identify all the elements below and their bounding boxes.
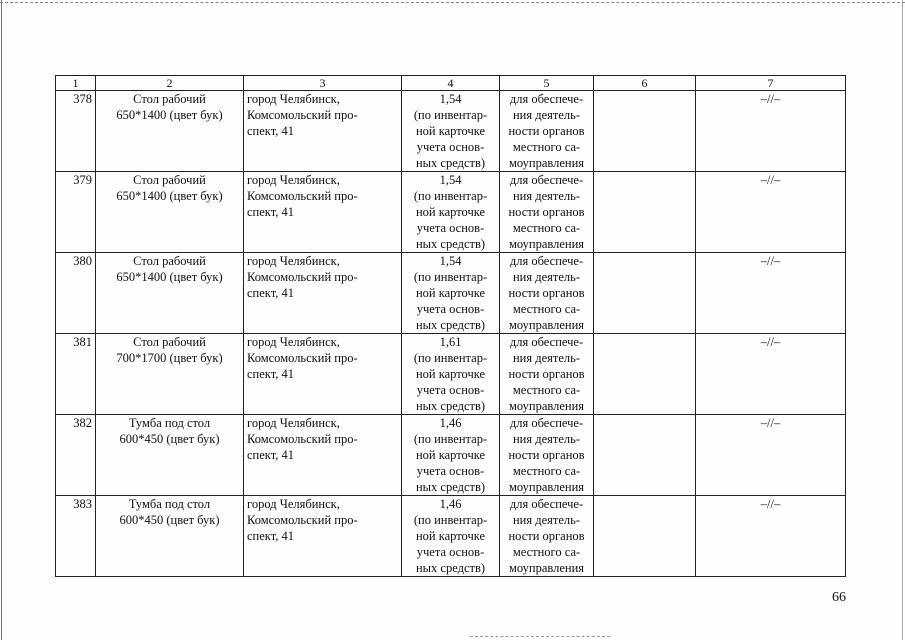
value-cell-line: учета основ- bbox=[416, 302, 485, 316]
column-6-cell bbox=[594, 253, 696, 334]
scan-edge-right bbox=[902, 0, 903, 640]
row-number-cell: 383 bbox=[56, 496, 96, 577]
table-body bbox=[56, 91, 846, 577]
address-cell-line: Комсомольский про- bbox=[247, 108, 358, 122]
purpose-cell-line: местного са- bbox=[512, 383, 581, 397]
row-number-cell: 379 bbox=[56, 172, 96, 253]
row-number-cell: 380 bbox=[56, 253, 96, 334]
address-cell-line: город Челябинск, bbox=[247, 497, 340, 511]
value-cell-line: 1,46 bbox=[439, 497, 462, 511]
page-number: 66 bbox=[832, 590, 846, 605]
item-name-cell bbox=[96, 415, 244, 496]
address-cell-line: город Челябинск, bbox=[247, 92, 340, 106]
header-col-3: 3 bbox=[244, 76, 402, 91]
purpose-cell-line: местного са- bbox=[512, 464, 581, 478]
purpose-cell-line: ности органов bbox=[508, 286, 585, 300]
value-cell-line: учета основ- bbox=[416, 545, 485, 559]
header-col-1: 1 bbox=[56, 76, 96, 91]
item-name-cell-line: Тумба под стол bbox=[128, 416, 211, 430]
value-cell-line: 1,46 bbox=[439, 416, 462, 430]
value-cell-line: ных средств) bbox=[415, 561, 486, 575]
header-col-5: 5 bbox=[500, 76, 594, 91]
purpose-cell-line: ния деятель- bbox=[512, 108, 581, 122]
column-6-cell bbox=[594, 172, 696, 253]
address-cell-line: город Челябинск, bbox=[247, 173, 340, 187]
value-cell-line: ной карточке bbox=[415, 448, 486, 462]
table-header-row bbox=[56, 76, 846, 91]
note-cell: –//– bbox=[696, 91, 846, 172]
value-cell-line: ной карточке bbox=[415, 124, 486, 138]
purpose-cell-line: моуправления bbox=[508, 399, 585, 413]
address-cell-line: Комсомольский про- bbox=[247, 189, 358, 203]
item-name-cell-line: Стол рабочий bbox=[133, 173, 206, 187]
value-cell-line: ных средств) bbox=[415, 237, 486, 251]
value-cell bbox=[402, 172, 500, 253]
address-cell bbox=[244, 334, 402, 415]
table-row bbox=[56, 91, 846, 172]
value-cell-line: 1,54 bbox=[439, 92, 462, 106]
item-name-cell-line: 650*1400 (цвет бук) bbox=[116, 108, 223, 122]
value-cell-line: ной карточке bbox=[415, 205, 486, 219]
purpose-cell-line: ности органов bbox=[508, 205, 585, 219]
item-name-cell-line: 650*1400 (цвет бук) bbox=[116, 189, 223, 203]
table-row bbox=[56, 496, 846, 577]
note-cell: –//– bbox=[696, 415, 846, 496]
table-row bbox=[56, 334, 846, 415]
scan-edge-bottom bbox=[470, 636, 610, 637]
purpose-cell bbox=[500, 91, 594, 172]
address-cell-line: спект, 41 bbox=[247, 205, 294, 219]
item-name-cell-line: Тумба под стол bbox=[128, 497, 211, 511]
header-col-7: 7 bbox=[696, 76, 846, 91]
value-cell-line: учета основ- bbox=[416, 464, 485, 478]
header-col-2: 2 bbox=[96, 76, 244, 91]
address-cell-line: город Челябинск, bbox=[247, 335, 340, 349]
table-row bbox=[56, 172, 846, 253]
item-name-cell-line: 600*450 (цвет бук) bbox=[119, 432, 220, 446]
column-6-cell bbox=[594, 334, 696, 415]
value-cell-line: (по инвентар- bbox=[413, 513, 488, 527]
value-cell-line: 1,61 bbox=[439, 335, 462, 349]
table-row bbox=[56, 415, 846, 496]
address-cell-line: спект, 41 bbox=[247, 529, 294, 543]
header-col-6: 6 bbox=[594, 76, 696, 91]
value-cell bbox=[402, 334, 500, 415]
column-6-cell bbox=[594, 415, 696, 496]
purpose-cell-line: моуправления bbox=[508, 156, 585, 170]
value-cell-line: учета основ- bbox=[416, 383, 485, 397]
purpose-cell-line: ния деятель- bbox=[512, 189, 581, 203]
address-cell bbox=[244, 91, 402, 172]
item-name-cell bbox=[96, 253, 244, 334]
address-cell-line: Комсомольский про- bbox=[247, 513, 358, 527]
address-cell bbox=[244, 253, 402, 334]
purpose-cell bbox=[500, 172, 594, 253]
purpose-cell-line: для обеспече- bbox=[509, 173, 584, 187]
address-cell bbox=[244, 172, 402, 253]
value-cell-line: ных средств) bbox=[415, 318, 486, 332]
purpose-cell bbox=[500, 415, 594, 496]
item-name-cell-line: 600*450 (цвет бук) bbox=[119, 513, 220, 527]
value-cell-line: (по инвентар- bbox=[413, 270, 488, 284]
address-cell bbox=[244, 415, 402, 496]
value-cell-line: (по инвентар- bbox=[413, 108, 488, 122]
address-cell-line: спект, 41 bbox=[247, 124, 294, 138]
header-col-4: 4 bbox=[402, 76, 500, 91]
row-number-cell: 378 bbox=[56, 91, 96, 172]
column-6-cell bbox=[594, 91, 696, 172]
note-cell: –//– bbox=[696, 172, 846, 253]
value-cell-line: ной карточке bbox=[415, 286, 486, 300]
value-cell-line: (по инвентар- bbox=[413, 432, 488, 446]
value-cell-line: 1,54 bbox=[439, 173, 462, 187]
note-cell: –//– bbox=[696, 496, 846, 577]
address-cell-line: город Челябинск, bbox=[247, 254, 340, 268]
item-name-cell bbox=[96, 496, 244, 577]
purpose-cell-line: ния деятель- bbox=[512, 270, 581, 284]
address-cell-line: спект, 41 bbox=[247, 367, 294, 381]
item-name-cell bbox=[96, 172, 244, 253]
value-cell-line: ных средств) bbox=[415, 156, 486, 170]
purpose-cell-line: для обеспече- bbox=[509, 416, 584, 430]
value-cell bbox=[402, 415, 500, 496]
purpose-cell-line: ния деятель- bbox=[512, 513, 581, 527]
purpose-cell-line: для обеспече- bbox=[509, 92, 584, 106]
address-cell-line: Комсомольский про- bbox=[247, 270, 358, 284]
address-cell-line: Комсомольский про- bbox=[247, 351, 358, 365]
value-cell-line: ной карточке bbox=[415, 529, 486, 543]
inventory-table bbox=[55, 75, 846, 577]
value-cell-line: ной карточке bbox=[415, 367, 486, 381]
purpose-cell-line: местного са- bbox=[512, 545, 581, 559]
purpose-cell-line: ния деятель- bbox=[512, 351, 581, 365]
column-6-cell bbox=[594, 496, 696, 577]
item-name-cell-line: Стол рабочий bbox=[133, 335, 206, 349]
value-cell-line: 1,54 bbox=[439, 254, 462, 268]
purpose-cell-line: ния деятель- bbox=[512, 432, 581, 446]
value-cell-line: ных средств) bbox=[415, 480, 486, 494]
address-cell bbox=[244, 496, 402, 577]
value-cell-line: учета основ- bbox=[416, 221, 485, 235]
item-name-cell-line: 700*1700 (цвет бук) bbox=[116, 351, 223, 365]
scan-edge-left bbox=[1, 0, 2, 640]
address-cell-line: город Челябинск, bbox=[247, 416, 340, 430]
purpose-cell-line: ности органов bbox=[508, 124, 585, 138]
purpose-cell-line: для обеспече- bbox=[509, 497, 584, 511]
purpose-cell bbox=[500, 253, 594, 334]
item-name-cell-line: 650*1400 (цвет бук) bbox=[116, 270, 223, 284]
purpose-cell-line: моуправления bbox=[508, 480, 585, 494]
value-cell bbox=[402, 253, 500, 334]
scan-edge-top bbox=[0, 2, 905, 3]
purpose-cell-line: ности органов bbox=[508, 448, 585, 462]
row-number-cell: 382 bbox=[56, 415, 96, 496]
purpose-cell-line: моуправления bbox=[508, 318, 585, 332]
item-name-cell bbox=[96, 334, 244, 415]
purpose-cell-line: ности органов bbox=[508, 529, 585, 543]
purpose-cell-line: местного са- bbox=[512, 302, 581, 316]
purpose-cell-line: моуправления bbox=[508, 561, 585, 575]
value-cell-line: ных средств) bbox=[415, 399, 486, 413]
note-cell: –//– bbox=[696, 253, 846, 334]
purpose-cell bbox=[500, 496, 594, 577]
note-cell: –//– bbox=[696, 334, 846, 415]
address-cell-line: спект, 41 bbox=[247, 286, 294, 300]
purpose-cell-line: моуправления bbox=[508, 237, 585, 251]
purpose-cell bbox=[500, 334, 594, 415]
value-cell-line: (по инвентар- bbox=[413, 351, 488, 365]
value-cell-line: (по инвентар- bbox=[413, 189, 488, 203]
item-name-cell bbox=[96, 91, 244, 172]
purpose-cell-line: местного са- bbox=[512, 140, 581, 154]
table-row bbox=[56, 253, 846, 334]
item-name-cell-line: Стол рабочий bbox=[133, 254, 206, 268]
purpose-cell-line: местного са- bbox=[512, 221, 581, 235]
value-cell bbox=[402, 496, 500, 577]
value-cell bbox=[402, 91, 500, 172]
item-name-cell-line: Стол рабочий bbox=[133, 92, 206, 106]
purpose-cell-line: ности органов bbox=[508, 367, 585, 381]
purpose-cell-line: для обеспече- bbox=[509, 335, 584, 349]
row-number-cell: 381 bbox=[56, 334, 96, 415]
address-cell-line: спект, 41 bbox=[247, 448, 294, 462]
purpose-cell-line: для обеспече- bbox=[509, 254, 584, 268]
address-cell-line: Комсомольский про- bbox=[247, 432, 358, 446]
value-cell-line: учета основ- bbox=[416, 140, 485, 154]
